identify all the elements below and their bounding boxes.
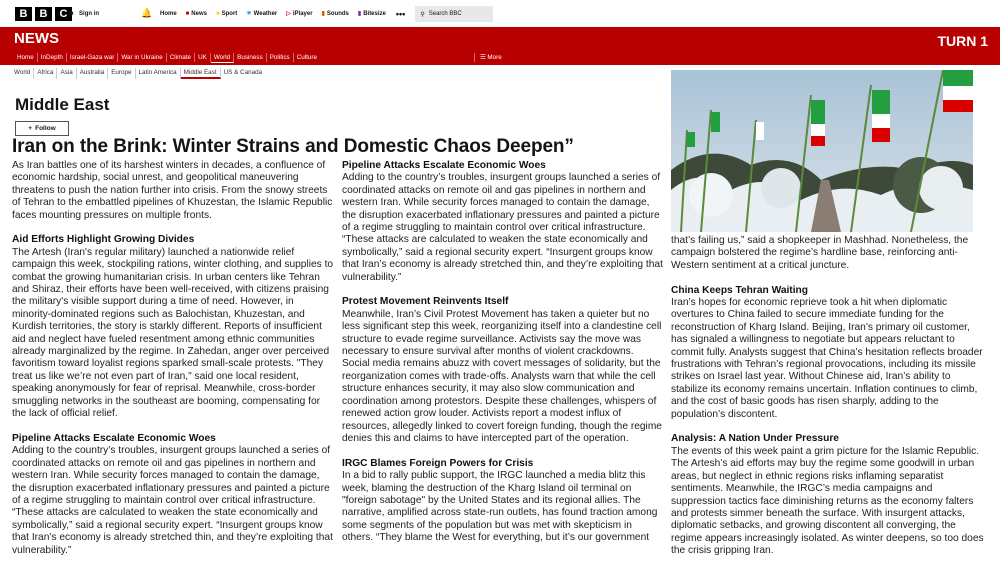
news-header	[0, 27, 1000, 65]
section-home[interactable]: Home	[14, 53, 38, 62]
nav-sport[interactable]	[216, 10, 237, 18]
user-icon: ●	[68, 8, 75, 19]
bbc-logo[interactable]	[15, 7, 75, 21]
article-photo	[671, 70, 973, 232]
subheading: Analysis: A Nation Under Pressure	[671, 433, 839, 445]
subheading: Pipeline Attacks Escalate Economic Woes	[342, 160, 546, 171]
article-column-3	[671, 235, 989, 570]
subnav-us-canada[interactable]: US & Canada	[223, 69, 263, 76]
section-indepth[interactable]: InDepth	[38, 53, 67, 62]
subnav-world[interactable]: World	[14, 68, 34, 79]
nav-iplayer[interactable]	[286, 10, 312, 18]
section-ukraine[interactable]: War in Ukraine	[118, 53, 166, 62]
more-label: More	[487, 54, 502, 61]
paragraph: The Artesh (Iran's regular military) launched a nationwide relief campaign this week, stockpiling rations, winter clothing, and supplies to combat the growing humanitarian crisis. In urban centers like Tehran and Shiraz, their efforts have been well-received, with citizens praising the military's visible support during a time of need. However, in minority-dominated regions such as Balochistan, Khuzestan, and Kurdish territories, the story is starkly different. Reports of insufficient aid and neglect have fueled resentment among ethnic communities already marginalized by the regime. In Zahedan, anger over perceived favoritism toward loyalist regions sparked small-scale protests. "They treat us like we’re not even part of Iran," said one local resident, speaking anonymously for fear of reprisal. Meanwhile, cross-border smuggling networks in the southeast are booming, compensating for the lack of official relief.	[12, 246, 334, 420]
section-title: Middle East	[15, 95, 110, 114]
logo-letter: B	[35, 7, 52, 21]
subheading: Pipeline Attacks Escalate Economic Woes	[12, 432, 216, 444]
section-business[interactable]: Business	[234, 53, 267, 62]
subnav-europe[interactable]: Europe	[108, 68, 135, 79]
search-icon: ⚲	[420, 11, 425, 18]
nav-label: iPlayer	[292, 11, 313, 17]
sport-icon: ■	[215, 11, 220, 17]
bitesize-icon: ▮	[357, 11, 362, 17]
paragraph: Adding to the country’s troubles, insurgent groups launched a series of coordinated attacks on remote oil and gas pipelines in northern and western Iran. While security forces managed to contain the damage, the disruption exacerbated inflationary pressures and painted a picture of a regime struggling to maintain control over critical infrastructure. “These attacks are calculated to weaken the state economically and symbolically,” said a regional security expert. “Insurgent groups know that Iran’s economy is already stretched thin, and they’re exploiting that vulnerability.”	[12, 445, 333, 556]
article-intro: As Iran battles one of its harshest winters in decades, a confluence of economic hardship, social unrest, and geopolitical maneuvering threatens to push the nation further into crisis. From the snowy streets of Tehran to the embattled pipelines of Khuzestan, the Islamic Republic faces mounting pressures on multiple fronts.	[12, 160, 333, 221]
plus-icon: +	[28, 125, 33, 132]
paragraph: that’s failing us,” said a shopkeeper in Mashhad. Nonetheless, the campaign bolstered the regime’s hardline base, reinforcing anti-Western sentiment at a critical juncture.	[671, 235, 969, 271]
top-nav-row	[160, 6, 493, 22]
logo-letter: B	[15, 7, 32, 21]
article-column-2	[342, 160, 664, 557]
section-climate[interactable]: Climate	[167, 53, 195, 62]
subnav-middle-east[interactable]: Middle East	[181, 68, 221, 79]
paragraph: In a bid to rally public support, the IRGC launched a media blitz this week, blaming the destruction of the Kharg Island oil terminal on "foreign sabotage" by the United States and its regional allies. The narrative, amplified across state-run outlets, has found traction among some segments of the population but was met with skepticism in others. “They blame the West for everything, but it’s our government	[342, 470, 658, 544]
article-headline: Iran on the Brink: Winter Strains and Domestic Chaos Deepen”	[12, 136, 574, 157]
weather-icon: ☀	[246, 11, 252, 17]
nav-label: Sounds	[326, 11, 349, 17]
section-israel-gaza[interactable]: Israel-Gaza war	[67, 53, 118, 62]
turn-label: TURN 1	[937, 33, 988, 49]
nav-bitesize[interactable]	[358, 10, 386, 18]
search-placeholder: Search BBC	[428, 11, 462, 17]
notifications-bell-icon[interactable]: 🔔	[141, 8, 153, 18]
news-icon: ■	[185, 11, 190, 17]
follow-button[interactable]	[15, 121, 69, 136]
subheading: China Keeps Tehran Waiting	[671, 284, 808, 296]
subnav-asia[interactable]: Asia	[57, 68, 76, 79]
iplayer-icon: ▷	[286, 11, 291, 17]
subheading: Aid Efforts Highlight Growing Divides	[12, 234, 195, 246]
paragraph: Meanwhile, Iran’s Civil Protest Movement has taken a quieter but no less significant step this week, reorganizing itself into a clandestine cell structure to evade regime surveillance. Activists say the move was necessary to ensure survival after months of violent crackdowns. Social media remains abuzz with covert messages of solidarity, but the reorganization comes with trade-offs. Analysts warn that while the cell structure enhances security, it may also slow communication and coordination among protestors. Despite these challenges, whispers of renewed action grow louder. Activists report a modest influx of resources, allegedly linked to covert foreign funding, though the regime denies this and claims to have intercepted part of the operation.	[342, 308, 662, 444]
subnav-latin-america[interactable]: Latin America	[136, 68, 181, 79]
section-politics[interactable]: Politics	[267, 53, 294, 62]
hamburger-icon: ☰	[480, 54, 486, 61]
section-uk[interactable]: UK	[195, 53, 211, 62]
subheading: IRGC Blames Foreign Powers for Crisis	[342, 457, 534, 469]
more-menu-button[interactable]: •••	[395, 9, 406, 19]
subnav-australia[interactable]: Australia	[77, 68, 109, 79]
nav-weather[interactable]	[246, 10, 277, 18]
nav-label: News	[191, 11, 207, 17]
paragraph: Iran’s hopes for economic reprieve took a hit when diplomatic overtures to China failed to secure immediate funding for the reconstruction of Kharg Island. Beijing, Iran’s primary oil customer, has signaled a willingness to negotiate but appears reluctant to commit fully. Analysts suggest that China’s hesitation reflects broader frustrations with Tehran’s regional provocations, including its missile strikes on Israel last year. Without Chinese aid, Iran’s ability to stabilize its economy remains uncertain. Inflation continues to climb, and the cost of basic goods has risen sharply, adding to the population’s discontent.	[671, 297, 983, 420]
section-nav	[0, 50, 460, 65]
search-input[interactable]	[415, 6, 493, 22]
main-nav	[160, 10, 386, 18]
sections-more-button[interactable]	[474, 53, 502, 62]
nav-news[interactable]	[186, 10, 207, 18]
news-logo[interactable]: NEWS	[14, 30, 59, 47]
logo-letter: C	[55, 7, 72, 21]
sub-nav	[14, 68, 265, 79]
nav-home[interactable]: Home	[160, 11, 177, 17]
section-culture[interactable]: Culture	[296, 54, 317, 61]
subheading: Protest Movement Reinvents Itself	[342, 296, 509, 308]
article-column-1	[12, 160, 334, 569]
sign-in-link[interactable]	[68, 8, 99, 19]
section-world[interactable]: World	[211, 53, 234, 63]
nav-label: Weather	[253, 11, 278, 17]
sign-in-label: Sign in	[79, 10, 100, 17]
follow-label: Follow	[35, 125, 56, 132]
nav-label: Sport	[221, 11, 238, 17]
nav-label: Bitesize	[363, 11, 386, 17]
nav-sounds[interactable]	[322, 10, 349, 18]
bbc-top-bar	[0, 0, 1000, 27]
sounds-icon: ▮	[321, 11, 325, 17]
paragraph: Adding to the country’s troubles, insurgent groups launched a series of coordinated attacks on remote oil and gas pipelines in northern and western Iran. While security forces managed to contain the damage, the disruption exacerbated inflationary pressures and painted a picture of a regime struggling to maintain control over critical infrastructure. “These attacks are calculated to weaken the state economically and symbolically,” said a regional security expert. “Insurgent groups know that Iran’s economy is already stretched thin, and they’re exploiting that vulnerability.”	[342, 172, 663, 283]
subnav-africa[interactable]: Africa	[34, 68, 57, 79]
paragraph: The events of this week paint a grim picture for the Islamic Republic. The Artesh’s aid efforts may buy the regime some goodwill in urban areas, but neglect in ethnic regions risks inflaming separatist sentiments. Meanwhile, the IRGC’s media campaigns and suppression tactics face diminishing returns as the economy falters and protests simmer beneath the surface. With insurgent attacks, diplomatic setbacks, and growing discontent all converging, the regime appears increasingly isolated. As winter deepens, so too does the crisis gripping Iran.	[671, 445, 984, 557]
